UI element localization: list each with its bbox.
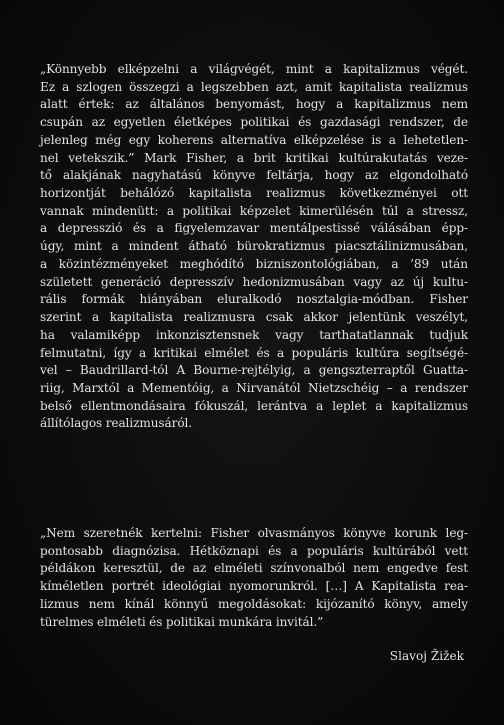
text-line: vannak mindenütt: a politikai képzelet kimerülésén túl a stressz,	[40, 203, 468, 218]
review-quote	[40, 525, 468, 631]
text-line: „Könnyebb elképzelni a világvégét, mint a kapitalizmus végét.	[40, 62, 468, 76]
text-line: belső ellentmondásaira fókuszál, lerántva a leplet a kapitalizmus	[40, 398, 468, 413]
book-description	[40, 61, 468, 433]
text-line: a közintézményeket meghódító bizniszontológiában, a ’89 után	[40, 256, 468, 271]
text-line: alatt értek: az általános benyomást, hogy a kapitalizmus nem	[40, 97, 468, 112]
text-line: született generáció depresszív hedonizmusában vagy az új kultu-	[40, 274, 468, 289]
text-line: felmutatni, így a kritikai elmélet és a populáris kultúra segítségé-	[40, 345, 468, 360]
text-line: úgy, mint a mindent átható bürokratizmus piacsztálinizmusában,	[40, 239, 468, 254]
text-line: csupán az egyetlen életképes politikai és gazdasági rendszer, de	[40, 115, 468, 130]
quote-line: „Nem szeretnék kertelni: Fisher olvasmányos könyve korunk leg-	[40, 526, 468, 540]
text-line: állítólagos realizmusáról.	[40, 416, 193, 431]
quote-author: Slavoj Žižek	[389, 649, 464, 663]
text-line: szerint a kapitalista realizmusra csak akkor jelentünk veszélyt,	[40, 310, 468, 325]
text-line: horizontját behálózó kapitalista realizmus következményei ott	[40, 186, 468, 201]
text-line: vel – Baudrillard-tól A Bourne-rejtélyig, a gengszterraptől Guatta-	[40, 363, 468, 378]
text-line: nel vetekszik.” Mark Fisher, a brit kritikai kultúrakutatás veze-	[40, 150, 468, 165]
text-line: a depresszió és a figyelemzavar mentálpestissé válásában épp-	[40, 221, 468, 236]
text-line: ha valamiképp inkonzisztensnek vagy tarthatatlannak tudjuk	[40, 327, 468, 342]
text-line: rális formák hiányában eluralkodó nosztalgia-módban. Fisher	[40, 292, 468, 307]
quote-line: türelmes elméleti és politikai munkára invitál.”	[40, 614, 324, 629]
quote-line: kíméletlen portrét ideológiai nyomorunkról. […] A Kapitalista rea-	[40, 579, 468, 594]
quote-line: lizmus nem kínál könnyű megoldásokat: kijózanító könyv, amely	[40, 596, 468, 611]
text-line: riig, Marxtól a Mementóig, a Nirvanától Nietzschéig – a rendszer	[40, 380, 468, 395]
quote-line: példákon keresztül, de az elméleti színvonalból nem engedve fest	[40, 561, 468, 576]
text-line: tő alakjának nagyhatású könyve feltárja, hogy az elgondolható	[40, 168, 468, 183]
text-line: jelenleg még egy koherens alternatíva elképzelése is a lehetetlen-	[40, 132, 468, 147]
text-line: Ez a szlogen összegzi a legszebben azt, amit kapitalista realizmus	[40, 79, 468, 94]
quote-line: pontosabb diagnózisa. Hétköznapi és a populáris kultúrából vett	[40, 543, 468, 558]
